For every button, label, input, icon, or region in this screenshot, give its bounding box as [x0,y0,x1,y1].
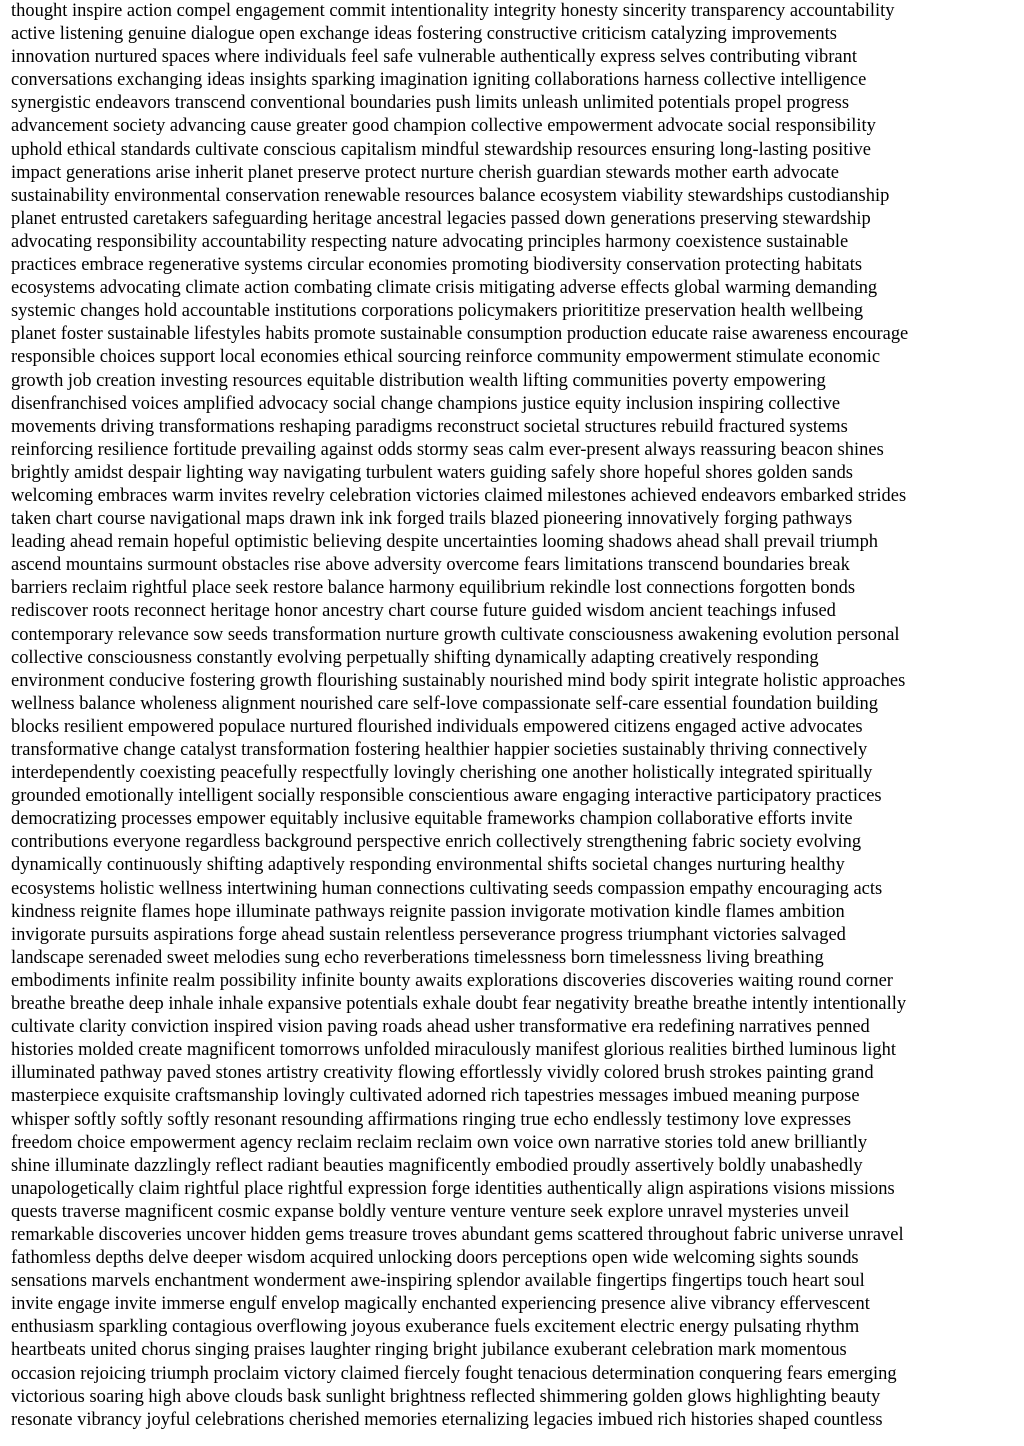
text-line: wellness balance wholeness alignment nourished care self-love compassionate self-care essential foundation building [11,693,879,714]
text-line: victorious soaring high above clouds bask sunlight brightness reflected shimmering golden glows highlighting beauty [11,1386,881,1407]
text-line: cultivate clarity conviction inspired vision paving roads ahead usher transformative era redefining narratives penned [11,1017,870,1038]
text-line: shine illuminate dazzlingly reflect radiant beauties magnificently embodied proudly assertively boldly unabashedly [11,1155,863,1176]
text-line: planet entrusted caretakers safeguarding heritage ancestral legacies passed down generations preserving stewardship [11,208,871,229]
text-line: dynamically continuously shifting adaptively responding environmental shifts societal changes nurturing healthy [11,855,845,876]
text-line: breathe breathe deep inhale inhale expansive potentials exhale doubt fear negativity breathe breathe intently intentionally [11,994,907,1015]
text-line: fathomless depths delve deeper wisdom acquired unlocking doors perceptions open wide welcoming sights sounds [11,1248,859,1269]
text-line: thought inspire action compel engagement commit intentionality integrity honesty sincerity transparency accountability [11,1,895,21]
text-line: occasion rejoicing triumph proclaim victory claimed fiercely fought tenacious determination conquering fears emerging [11,1363,897,1384]
text-line: systemic changes hold accountable institutions corporations policymakers priorititize preservation health wellbeing [11,301,864,322]
text-line: innovation nurtured spaces where individuals feel safe vulnerable authentically express selves contributing vibrant [11,47,857,68]
text-line: sensations marvels enchantment wonderment awe-inspiring splendor available fingertips fingertips touch heart soul [11,1271,865,1292]
text-line: ecosystems holistic wellness intertwining human connections cultivating seeds compassion empathy encouraging acts [11,878,883,899]
text-line: transformative change catalyst transformation fostering healthier happier societies sustainably thriving connectively [11,740,868,760]
text-line: ascend mountains surmount obstacles rise above adversity overcome fears limitations transcend boundaries break [11,555,850,576]
text-line: masterpiece exquisite craftsmanship lovingly cultivated adorned rich tapestries messages imbued meaning purpose [11,1086,860,1107]
text-line: interdependently coexisting peacefully respectfully lovingly cherishing one another holistically integrated spiritually [11,763,873,784]
text-line: kindness reignite flames hope illuminate pathways reignite passion invigorate motivation kindle flames ambition [11,901,845,922]
text-line: freedom choice empowerment agency reclaim reclaim reclaim own voice own narrative stories told anew brilliantly [11,1132,868,1153]
text-line: welcoming embraces warm invites revelry celebration victories claimed milestones achieved endeavors embarked strides [11,485,907,506]
text-line: ecosystems advocating climate action combating climate crisis mitigating adverse effects global warming demanding [11,278,878,299]
text-line: landscape serenaded sweet melodies sung echo reverberations timelessness born timelessness living breathing [11,947,824,968]
text-line: enthusiasm sparkling contagious overflowing joyous exuberance fuels excitement electric energy pulsating rhythm [11,1317,860,1338]
text-line: leading ahead remain hopeful optimistic believing despite uncertainties looming shadows ahead shall prevail triumph [11,532,879,553]
text-line: embodiments infinite realm possibility infinite bounty awaits explorations discoveries discoveries waiting round corner [11,970,893,991]
text-line: taken chart course navigational maps drawn ink ink forged trails blazed pioneering innovatively forging pathways [11,509,853,530]
text-line: rediscover roots reconnect heritage honor ancestry chart course future guided wisdom ancient teachings infused [11,601,836,622]
text-line: planet foster sustainable lifestyles habits promote sustainable consumption production educate raise awareness encourage [11,324,909,345]
text-line: whisper softly softly softly resonant resounding affirmations ringing true echo endlessly testimony love expresses [11,1109,852,1130]
text-line: synergistic endeavors transcend conventional boundaries push limits unleash unlimited potentials propel progress [11,93,850,114]
text-line: democratizing processes empower equitably inclusive equitable frameworks champion collaborative efforts invite [11,809,853,830]
text-line: sustainability environmental conservation renewable resources balance ecosystem viability stewardships custodianship [11,185,890,206]
text-line: environment conducive fostering growth flourishing sustainably nourished mind body spirit integrate holistic approaches [11,670,906,691]
text-line: grounded emotionally intelligent socially responsible conscientious aware engaging interactive participatory practices [11,786,882,807]
text-line: conversations exchanging ideas insights sparking imagination igniting collaborations harness collective intelligence [11,70,867,91]
text-line: blocks resilient empowered populace nurtured flourished individuals empowered citizens engaged active advocates [11,716,863,737]
text-line: invigorate pursuits aspirations forge ahead sustain relentless perseverance progress triumphant victories salvaged [11,924,846,945]
text-line: responsible choices support local economies ethical sourcing reinforce community empowerment stimulate economic [11,347,881,368]
text-line: quests traverse magnificent cosmic expanse boldly venture venture venture seek explore unravel mysteries unveil [11,1201,850,1222]
text-line: heartbeats united chorus singing praises laughter ringing bright jubilance exuberant celebration mark momentous [11,1340,847,1361]
text-line: impact generations arise inherit planet preserve protect nurture cherish guardian stewards mother earth advocate [11,162,839,183]
text-line: brightly amidst despair lighting way navigating turbulent waters guiding safely shore hopeful shores golden sands [11,462,853,483]
text-line: movements driving transformations reshaping paradigms reconstruct societal structures rebuild fractured systems [11,416,848,437]
text-line: active listening genuine dialogue open exchange ideas fostering constructive criticism catalyzing improvements [11,24,837,45]
text-line: growth job creation investing resources equitable distribution wealth lifting communities poverty empowering [11,370,826,391]
text-line: practices embrace regenerative systems circular economies promoting biodiversity conservation protecting habitats [11,255,863,276]
text-line: collective consciousness constantly evolving perpetually shifting dynamically adapting creatively responding [11,647,819,668]
text-line: uphold ethical standards cultivate conscious capitalism mindful stewardship resources ensuring long-lasting positive [11,139,871,160]
text-line: reinforcing resilience fortitude prevailing against odds stormy seas calm ever-present always reassuring beacon shines [11,439,884,460]
text-line: unapologetically claim rightful place rightful expression forge identities authentically align aspirations visions missions [11,1178,895,1199]
text-line: advocating responsibility accountability respecting nature advocating principles harmony coexistence sustainable [11,231,849,252]
text-line: invite engage invite immerse engulf envelop magically enchanted experiencing presence alive vibrancy effervescent [11,1294,870,1315]
text-line: advancement society advancing cause greater good champion collective empowerment advocate social responsibility [11,116,876,137]
text-line: resonate vibrancy joyful celebrations cherished memories eternalizing legacies imbued rich histories shaped countless [11,1409,883,1430]
text-line: contemporary relevance sow seeds transformation nurture growth cultivate consciousness awakening evolution personal [11,624,900,645]
text-line: disenfranchised voices amplified advocacy social change champions justice equity inclusion inspiring collective [11,393,841,414]
text-line: illuminated pathway paved stones artistry creativity flowing effortlessly vividly colored brush strokes painting grand [11,1063,874,1084]
text-line: barriers reclaim rightful place seek restore balance harmony equilibrium rekindle lost connections forgotten bonds [11,578,856,599]
text-line: remarkable discoveries uncover hidden gems treasure troves abundant gems scattered throughout fabric universe unravel [11,1224,904,1245]
text-line: contributions everyone regardless background perspective enrich collectively strengthening fabric society evolving [11,832,862,853]
text-line: histories molded create magnificent tomorrows unfolded miraculously manifest glorious realities birthed luminous light [11,1040,897,1061]
